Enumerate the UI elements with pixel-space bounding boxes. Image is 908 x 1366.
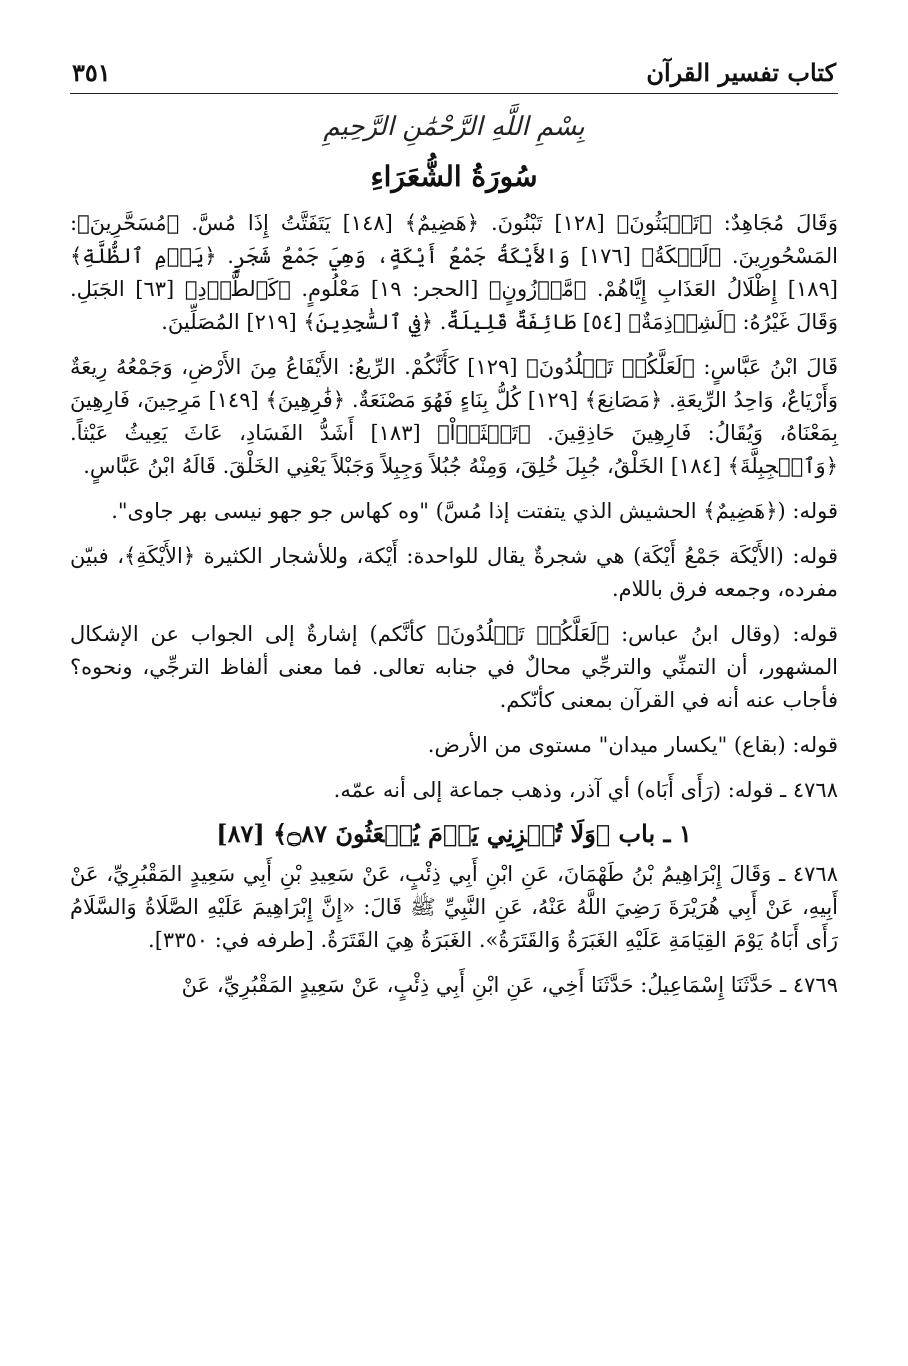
book-title: كتاب تفسير القرآن bbox=[646, 58, 836, 87]
paragraph-mujahid: وَقَالَ مُجَاهِدٌ: ﴿تَعۡبَثُونَ﴾ [١٢٨] تَبْنُونَ. ﴿هَضِيمٌ﴾ [١٤٨] يَتَفَتَّتُ إِذَا مُسَّ. ﴿مُسَحَّرِينَ﴾: المَسْحُورِينَ. ﴿لَيۡكَةُ﴾ [١٧٦] وَالأَيْكَةُ جَمْعُ أَيْكَةٍ، وَهِيَ جَمْعُ شَجَرٍ. ﴿يَوۡمِ ٱلظُّلَّةِ﴾ [١٨٩] إِظْلَالُ العَذَابِ إِيَّاهُمْ. ﴿مَّوۡزُونٍ﴾ [الحجر: ١٩] مَعْلُومٍ. ﴿كَٱلطَّوۡدِ﴾ [٦٣] الجَبَلِ. وَقَالَ غَيْرُهُ: ﴿لَشِرۡذِمَةٌ﴾ [٥٤] طَائِفَةٌ قَلِيلَةٌ. ﴿فِي ٱلسَّٰجِدِينَ﴾ [٢١٩] المُصَلِّينَ. bbox=[70, 211, 838, 334]
commentary-biqa: قوله: (بقاع) "يكسار ميدان" مستوى من الأرض. bbox=[427, 733, 838, 757]
document-page bbox=[70, 58, 838, 1366]
commentary-aykah: قوله: (الأَيْكَة جَمْعُ أَيْكَة) هي شجرةٌ يقال للواحدة: أَيْكة، وللأشجار الكثيرة ﴿الأَيْكَةِ﴾، فبيّن مفرده، وجمعه فرق باللام. bbox=[70, 544, 838, 601]
commentary-4768: ٤٧٦٨ ـ قوله: (رَأَى أَبَاه) أي آذر، وذهب جماعة إلى أنه عمّه. bbox=[333, 778, 838, 802]
hadith-4768: ٤٧٦٨ ـ وَقَالَ إِبْرَاهِيمُ بْنُ طَهْمَانَ، عَنِ ابْنِ أَبِي ذِئْبٍ، عَنْ سَعِيدِ بْنِ أَبِي سَعِيدٍ المَقْبُرِيِّ، عَنْ أَبِيهِ، عَنْ أَبِي هُرَيْرَةَ رَضِيَ اللَّهُ عَنْهُ، عَنِ النَّبِيِّ ﷺ قَالَ: «إِنَّ إِبْرَاهِيمَ عَلَيْهِ الصَّلَاةُ وَالسَّلَامُ رَأَى أَبَاهُ يَوْمَ القِيَامَةِ عَلَيْهِ الغَبَرَةُ وَالقَتَرَةُ». الغَبَرَةُ هِيَ القَتَرَةُ. [طرفه في: ٣٣٥٠]. bbox=[70, 862, 838, 952]
commentary-hadim: قوله: (﴿هَضِيمٌ﴾ الحشيش الذي يتفتت إذا مُسَّ) "وه كهاس جو جهو نيسى بهر جاوى". bbox=[111, 499, 838, 523]
page-header bbox=[70, 58, 838, 93]
basmala: بِسْمِ اللَّهِ الرَّحْمَٰنِ الرَّحِيمِ bbox=[323, 112, 585, 142]
commentary-laallakum: قوله: (وقال ابنُ عباس: ﴿لَعَلَّكُمۡ تَخۡلُدُونَ﴾ كأنَّكم) إشارةٌ إلى الجواب عن الإشكال المشهور، أن التمنِّي والترجِّي محالٌ في جنابه تعالى. فما معنى ألفاظ الترجِّي، ونحوه؟ فأجاب عنه أنه في القرآن بمعنى كأنّكم. bbox=[70, 622, 838, 712]
bab-heading: ١ ـ باب ﴿وَلَا تُخۡزِنِي يَوۡمَ يُبۡعَثُونَ ۝٨٧﴾ [٨٧] bbox=[216, 819, 692, 848]
header-rule bbox=[70, 93, 838, 94]
hadith-4769: ٤٧٦٩ ـ حَدَّثَنَا إِسْمَاعِيلُ: حَدَّثَنَا أَخِي، عَنِ ابْنِ أَبِي ذِئْبٍ، عَنْ سَعِيدٍ المَقْبُرِيِّ، عَنْ bbox=[181, 973, 838, 997]
page-number: ٣٥١ bbox=[72, 58, 111, 87]
paragraph-ibn-abbas: قَالَ ابْنُ عَبَّاسٍ: ﴿لَعَلَّكُمۡ تَخۡلُدُونَ﴾ [١٢٩] كَأَنَّكُمْ. الرِّيعُ: الأَيْفَاعُ مِنَ الأَرْضِ، وَجَمْعُهُ رِيعَةٌ وَأَرْيَاعٌ، وَاحِدُ الرِّيعَةِ. ﴿مَصَانِعَ﴾ [١٢٩] كُلُّ بِنَاءٍ فَهُوَ مَصْنَعَةٌ. ﴿فَٰرِهِينَ﴾ [١٤٩] مَرِحِينَ، فَارِهِينَ بِمَعْنَاهُ، وَيُقَالُ: فَارِهِينَ حَاذِقِينَ. ﴿تَعۡثَوۡاْ﴾ [١٨٣] أَشَدُّ الفَسَادِ، عَاثَ يَعِيثُ عَيْثاً. ﴿وَٱلۡجِبِلَّةَ﴾ [١٨٤] الخَلْقُ، جُبِلَ خُلِقَ، وَمِنْهُ جُبُلاً وَجِبِلاً وَجَبْلاً يَعْنِي الخَلْقَ. قَالَهُ ابْنُ عَبَّاسٍ. bbox=[70, 355, 839, 478]
surah-title: سُورَةُ الشُّعَرَاءِ bbox=[370, 160, 538, 193]
